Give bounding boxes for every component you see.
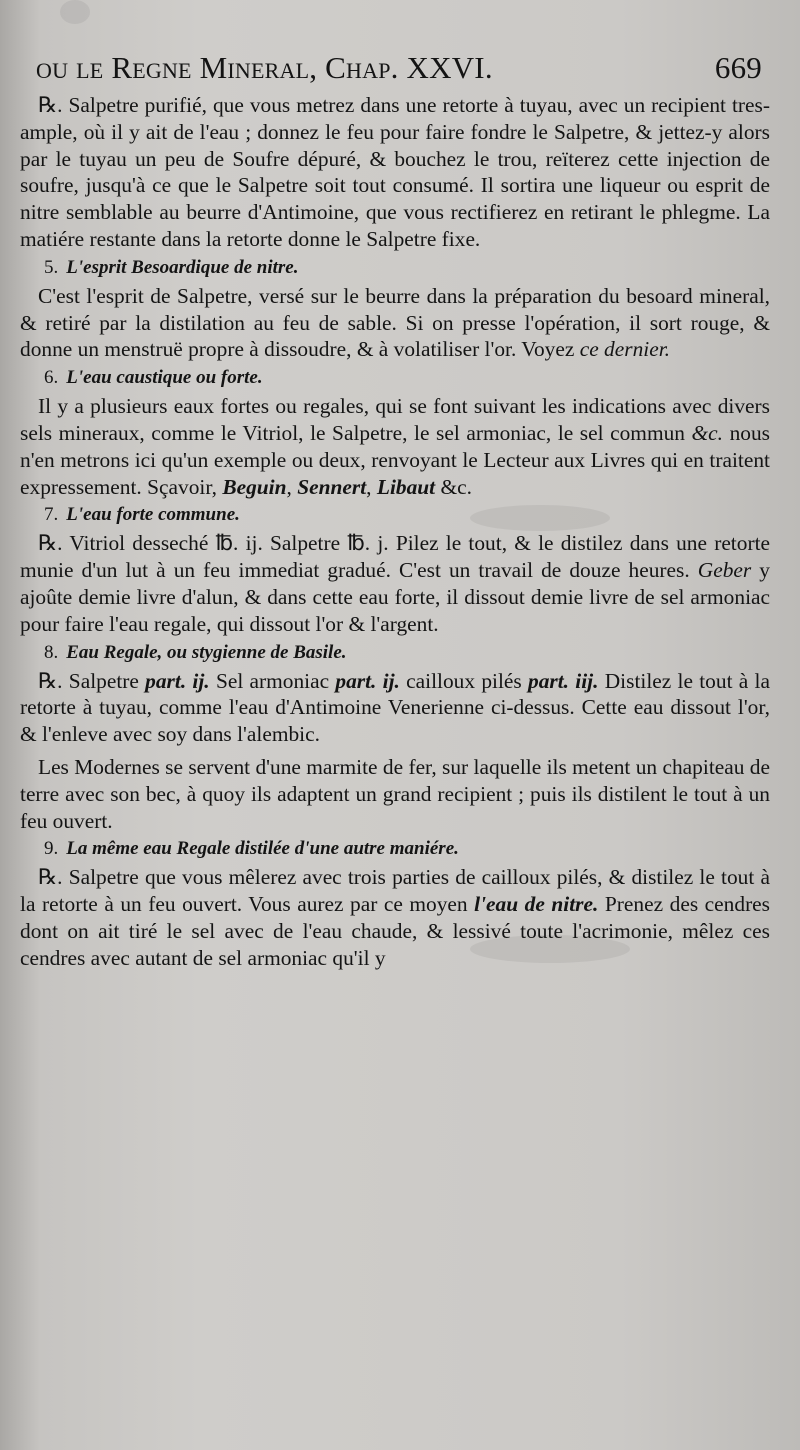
- paragraph-eaux-fortes: Il y a plusieurs eaux fortes ou regales, qui se font suivant les indications avec divers sels mineraux, comme le Vitriol, le Salpetre, le sel armoniac, le sel commun &c. nous n'en metrons ici qu'un exemple ou deux, renvoyant le Lecteur aux Livres qui en traitent expressement. Sçavoir, Beguin, Sennert, Libaut &c.: [20, 394, 770, 499]
- section-title: La même eau Regale distilée d'une autre maniére.: [66, 838, 459, 860]
- section-title: L'esprit Besoardique de nitre.: [66, 256, 299, 278]
- section-heading-9: [20, 834, 770, 864]
- paragraph-text: nous n'en metrons ici qu'un exemple ou deux, renvoyant le Lecteur aux Livres qui en traitent expressement. Sçavoir,: [20, 420, 770, 499]
- section-title: L'eau forte commune.: [66, 504, 240, 526]
- author-name: Sennert: [297, 474, 367, 499]
- recipe-symbol: ℞.: [38, 668, 63, 693]
- cross-reference: ce dernier.: [579, 337, 671, 362]
- section-number: 9.: [44, 838, 59, 860]
- section-title: L'eau caustique ou forte.: [66, 367, 263, 389]
- page-number: 669: [714, 50, 762, 85]
- running-title: ou le Regne Mineral, Chap.: [36, 50, 399, 85]
- quantity: part. ij.: [145, 668, 210, 693]
- et-cetera: &c.: [691, 420, 724, 445]
- paragraph-eau-forte-commune: [20, 530, 770, 637]
- paragraph-modernes: [20, 754, 770, 834]
- section-number: 7.: [44, 504, 59, 526]
- section-heading-8: [20, 638, 770, 668]
- section-heading-6: [20, 363, 770, 393]
- recipe-symbol: ℞.: [38, 531, 63, 556]
- quantity: part. ij.: [335, 668, 400, 693]
- paragraph-eau-regale: [20, 668, 770, 748]
- paragraph-autre-maniere: [20, 864, 770, 971]
- section-number: 6.: [44, 367, 59, 389]
- recipe-symbol: ℞.: [38, 865, 63, 890]
- paper-stain: [60, 0, 90, 24]
- paragraph-text: Vitriol desseché ℔. ij. Salpetre ℔. j. Pilez le tout, & le distilez dans une retorte munie d'un lut à un feu immediat gradué. C'est un travail de douze heures.: [20, 531, 771, 583]
- paragraph-text: Salpetre purifié, que vous metrez dans une retorte à tuyau, avec un recipient tres-ample, où il y ait de l'eau ; donnez le feu pour faire fondre le Salpetre, & jettez-y alors par le tuyau un peu de Soufre dépuré, & bouchez le trou, reïterez cette injection de soufre, jusqu'à ce que le Salpetre soit tout consumé. Il sortira une liqueur ou esprit de nitre semblable au beurre d'Antimoine, que vous rectifierez en retirant le phlegme. La matiére restante dans la retorte donne le Salpetre fixe.: [20, 93, 770, 251]
- chapter-number: XXVI.: [406, 50, 493, 85]
- section-number: 8.: [44, 641, 59, 663]
- paragraph-text: Les Modernes se servent d'une marmite de fer, sur laquelle ils metent un chapiteau de terre avec son bec, à quoy ils adaptent un grand recipient ; puis ils distilent le tout à un feu ouvert.: [20, 754, 770, 833]
- paragraph-text: Prenez des cendres dont on ait tiré le sel avec de l'eau chaude, & lessivé toute l'acrimonie, mêlez ces cendres avec autant de sel armoniac qu'il y: [20, 892, 771, 970]
- paragraph-text: &c.: [440, 474, 472, 499]
- section-heading-5: [20, 253, 770, 283]
- paragraph-text: Il y a plusieurs eaux fortes ou regales, qui se font suivant les indications avec divers sels mineraux, comme le Vitriol, le Salpetre, le sel armoniac, le sel commun: [20, 394, 770, 445]
- section-title: Eau Regale, ou stygienne de Basile.: [66, 641, 347, 663]
- paragraph-text: Distilez le tout à la retorte à tuyau, comme l'eau d'Antimoine Venerienne ci-dessus. Cette eau dissout l'or, & l'enleve avec soy dans l'alembic.: [20, 668, 770, 747]
- paragraph-text: Salpetre que vous mêlerez avec trois parties de cailloux pilés, & distilez le tout à la retorte à un feu ouvert. Vous aurez par ce moyen: [20, 865, 770, 917]
- author-name: Geber: [697, 558, 752, 583]
- paragraph-text: y ajoûte demie livre d'alun, & dans cette eau forte, il dissout demie livre de sel armoniac pour faire l'eau regale, qui dissout l'or & l'argent.: [20, 558, 770, 636]
- paragraph-text: Sel armoniac: [215, 668, 330, 693]
- running-header: [36, 50, 766, 86]
- section-number: 5.: [44, 256, 59, 278]
- recipe-symbol: ℞.: [38, 93, 63, 117]
- paragraph-text: Salpetre: [68, 668, 139, 693]
- paragraph-esprit-besoardique: [20, 283, 770, 363]
- author-name: Libaut: [376, 474, 436, 499]
- page-body: [20, 92, 770, 972]
- paragraph-salpetre-fixe: [20, 92, 770, 253]
- author-name: Beguin: [222, 474, 287, 499]
- section-heading-7: [20, 500, 770, 530]
- quantity: part. iij.: [528, 668, 599, 693]
- product-name: l'eau de nitre.: [474, 892, 599, 917]
- paragraph-text: C'est l'esprit de Salpetre, versé sur le beurre dans la préparation du besoard mineral, & retiré par la distilation au feu de sable. Si on presse l'opération, il sort rouge, & donne un menstruë propre à dissoudre, & à volatiliser l'or. Voyez: [20, 283, 770, 362]
- paragraph-text: cailloux pilés: [406, 668, 522, 693]
